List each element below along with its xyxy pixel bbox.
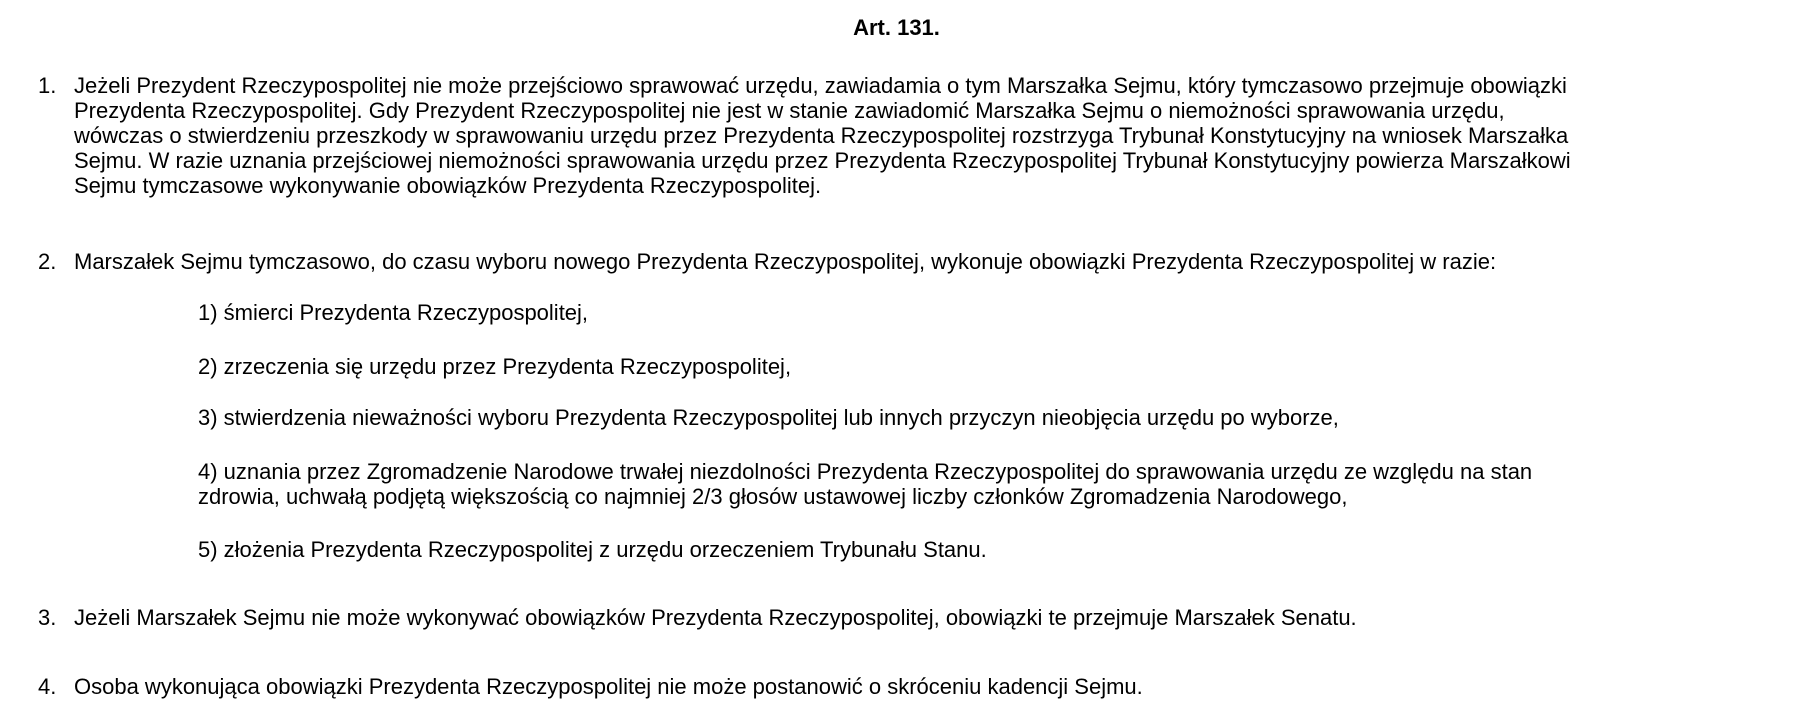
paragraph-text [74, 73, 1793, 198]
paragraph-text [74, 605, 1793, 630]
paragraph-number: 3. [38, 605, 57, 630]
text-line: Osoba wykonująca obowiązki Prezydenta Rzeczypospolitej nie może postanowić o skróceniu kadencji Sejmu. [74, 674, 1143, 699]
text-line: 1) śmierci Prezydenta Rzeczypospolitej, [198, 300, 589, 325]
list-item-4 [198, 459, 1728, 509]
paragraph-text [74, 674, 1793, 699]
text-line: Sejmu. W razie uznania przejściowej niemożności sprawowania urzędu przez Prezydenta Rzeczypospolitej Trybunał Konstytucyjny powierza Marszałkowi [74, 148, 1571, 173]
text-line: 5) złożenia Prezydenta Rzeczypospolitej z urzędu orzeczeniem Trybunału Stanu. [198, 537, 987, 562]
text-line: Jeżeli Marszałek Sejmu nie może wykonywać obowiązków Prezydenta Rzeczypospolitej, obowiązki te przejmuje Marszałek Senatu. [74, 605, 1357, 630]
text-line: zdrowia, uchwałą podjętą większością co najmniej 2/3 głosów ustawowej liczby członków Zgromadzenia Narodowego, [198, 484, 1348, 509]
text-line: 2) zrzeczenia się urzędu przez Prezydenta Rzeczypospolitej, [198, 354, 792, 379]
article-title: Art. 131. [853, 15, 940, 40]
list-item-2 [198, 354, 1728, 379]
text-line: 3) stwierdzenia nieważności wyboru Prezydenta Rzeczypospolitej lub innych przyczyn nieobjęcia urzędu po wyborze, [198, 405, 1339, 430]
text-line: Sejmu tymczasowe wykonywanie obowiązków Prezydenta Rzeczypospolitej. [74, 173, 822, 198]
text-line: Prezydenta Rzeczypospolitej. Gdy Prezydent Rzeczypospolitej nie jest w stanie zawiadomić Marszałka Sejmu o niemożności sprawowania urzędu, [74, 98, 1505, 123]
list-item-1 [198, 300, 1728, 325]
text-line: Jeżeli Prezydent Rzeczypospolitej nie może przejściowo sprawować urzędu, zawiadamia o tym Marszałka Sejmu, który tymczasowo przejmuje obowiązki [74, 73, 1567, 98]
paragraph-number: 1. [38, 73, 57, 98]
text-line: wówczas o stwierdzeniu przeszkody w sprawowaniu urzędu przez Prezydenta Rzeczypospolitej rozstrzyga Trybunał Konstytucyjny na wniosek Marszałka [74, 123, 1569, 148]
text-line: Marszałek Sejmu tymczasowo, do czasu wyboru nowego Prezydenta Rzeczypospolitej, wykonuje obowiązki Prezydenta Rzeczypospolitej w razie: [74, 249, 1497, 274]
paragraph-number: 2. [38, 249, 57, 274]
list-item-5 [198, 537, 1728, 562]
paragraph-number: 4. [38, 674, 57, 699]
list-item-3 [198, 405, 1728, 430]
paragraph-text [74, 249, 1793, 274]
text-line: 4) uznania przez Zgromadzenie Narodowe trwałej niezdolności Prezydenta Rzeczypospolitej do sprawowania urzędu ze względu na stan [198, 459, 1533, 484]
